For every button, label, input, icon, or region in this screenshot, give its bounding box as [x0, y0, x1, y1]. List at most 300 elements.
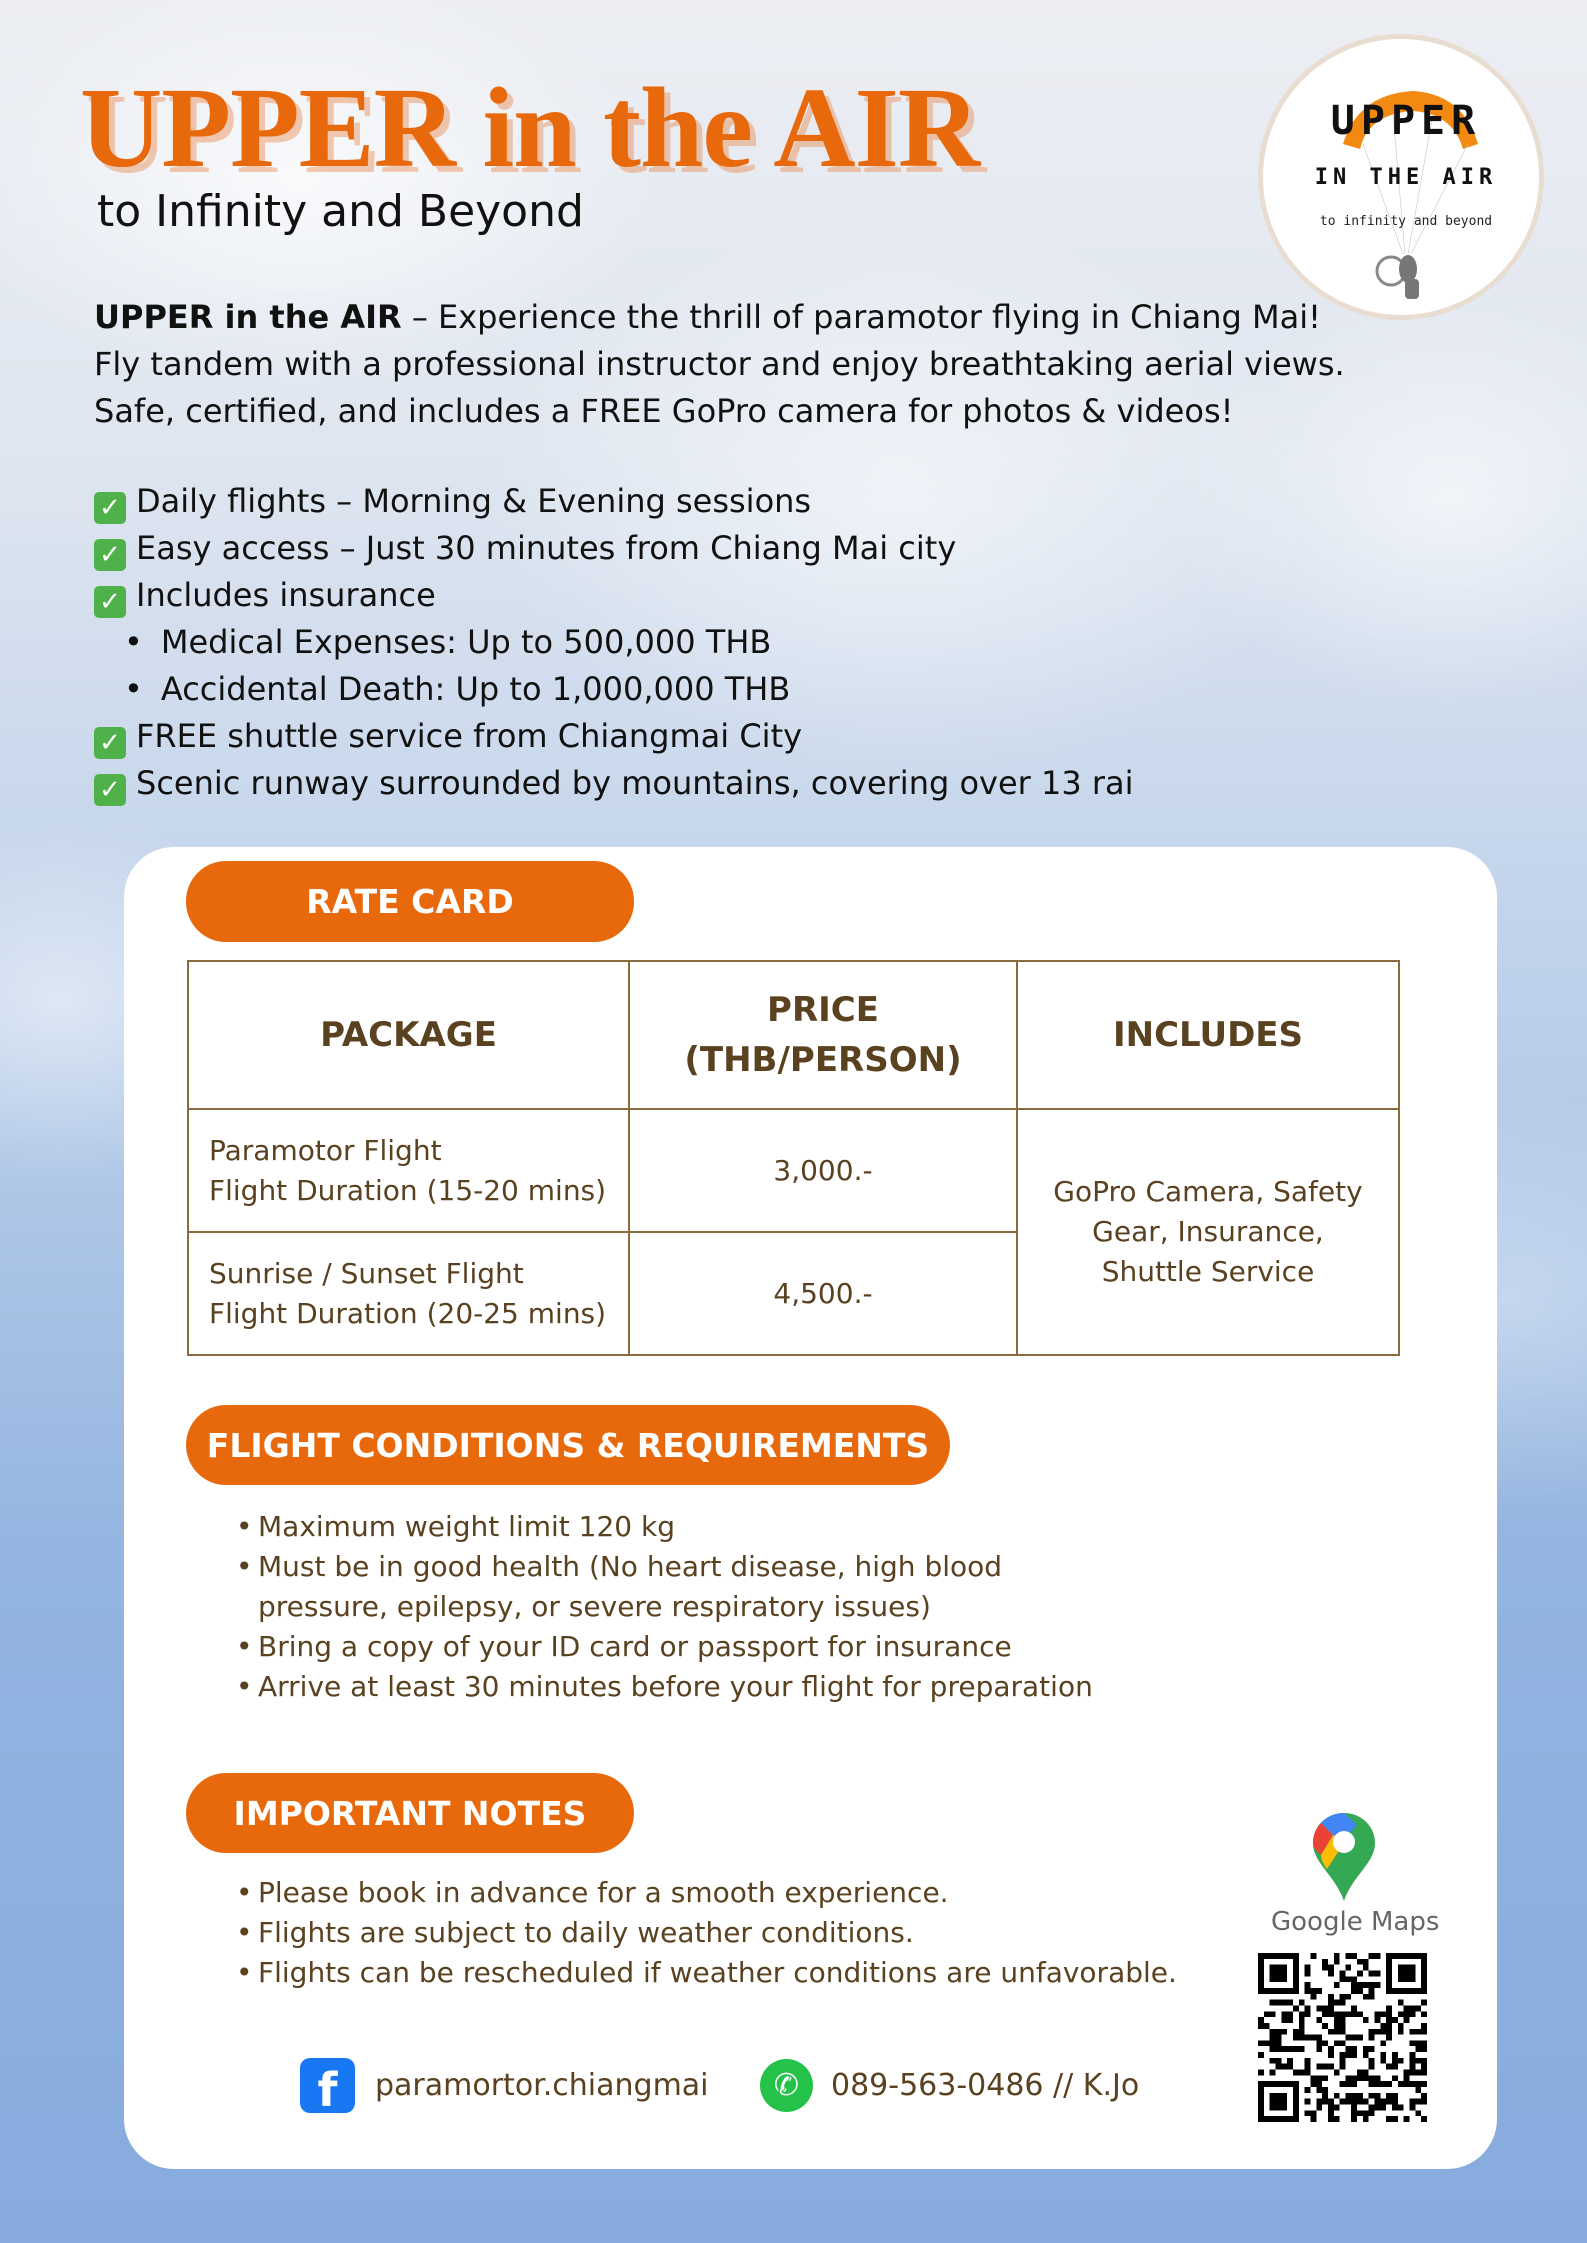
qr-module: [1369, 1994, 1375, 2000]
qr-module: [1258, 2040, 1264, 2046]
phone-contact[interactable]: ✆ 089-563-0486 // K.Jo: [760, 2059, 1139, 2112]
qr-module: [1410, 1988, 1416, 1994]
qr-module: [1305, 2005, 1311, 2011]
qr-module: [1386, 2029, 1392, 2035]
qr-module: [1328, 2000, 1334, 2006]
check-icon: ✓: [94, 586, 126, 618]
qr-module: [1345, 2081, 1351, 2087]
qr-module: [1316, 2105, 1322, 2111]
qr-module: [1410, 1970, 1416, 1976]
qr-module: [1328, 2052, 1334, 2058]
qr-module: [1258, 2093, 1264, 2099]
qr-module: [1363, 2017, 1369, 2023]
qr-module: [1369, 1982, 1375, 1988]
qr-module: [1287, 2011, 1293, 2017]
qr-module: [1369, 2064, 1375, 2070]
qr-module: [1421, 1976, 1427, 1982]
qr-module: [1351, 2052, 1357, 2058]
qr-module: [1369, 1988, 1375, 1994]
qr-module: [1421, 2011, 1427, 2017]
qr-module: [1287, 2064, 1293, 2070]
qr-module: [1357, 2011, 1363, 2017]
list-item: • Flights are subject to daily weather conditions.: [236, 1913, 1177, 1953]
list-item: • Flights can be rescheduled if weather conditions are unfavorable.: [236, 1953, 1177, 1993]
qr-module: [1334, 2070, 1340, 2076]
qr-module: [1258, 1959, 1264, 1965]
notes-list: [236, 1873, 1177, 1993]
qr-module: [1270, 1965, 1276, 1971]
qr-module: [1351, 1988, 1357, 1994]
qr-module: [1316, 2081, 1322, 2087]
qr-module: [1392, 1953, 1398, 1959]
qr-module: [1410, 2105, 1416, 2111]
qr-module: [1421, 1959, 1427, 1965]
qr-module: [1270, 2099, 1276, 2105]
qr-module: [1345, 1976, 1351, 1982]
qr-module: [1363, 2099, 1369, 2105]
qr-module: [1281, 2099, 1287, 2105]
intro-text: UPPER in the AIR – Experience the thrill of paramotor flying in Chiang Mai! Fly tandem with a professional instructor and enjoy breathtaking aerial views. Safe, certified, and includes a FREE GoPro camera for photos & videos!: [94, 298, 1345, 430]
qr-module: [1328, 2005, 1334, 2011]
qr-module: [1293, 2087, 1299, 2093]
qr-module: [1281, 1988, 1287, 1994]
qr-module: [1415, 2087, 1421, 2093]
qr-module: [1357, 2035, 1363, 2041]
qr-module: [1415, 1953, 1421, 1959]
qr-module: [1270, 2081, 1276, 2087]
qr-module: [1310, 1988, 1316, 1994]
qr-module: [1334, 1982, 1340, 1988]
qr-module: [1386, 2064, 1392, 2070]
qr-module: [1421, 2093, 1427, 2099]
qr-module: [1386, 2099, 1392, 2105]
qr-module: [1351, 2005, 1357, 2011]
qr-module: [1410, 2011, 1416, 2017]
qr-module: [1363, 2046, 1369, 2052]
qr-module: [1310, 1994, 1316, 2000]
qr-module: [1299, 2000, 1305, 2006]
qr-module: [1328, 2029, 1334, 2035]
qr-module: [1375, 1970, 1381, 1976]
qr-module: [1275, 2093, 1281, 2099]
qr-module: [1351, 2116, 1357, 2122]
qr-module: [1369, 2110, 1375, 2116]
svg-text:to infinity and beyond: to infinity and beyond: [1319, 214, 1493, 229]
qr-module: [1316, 2046, 1322, 2052]
qr-module: [1398, 2058, 1404, 2064]
qr-module: [1270, 1976, 1276, 1982]
qr-module: [1316, 2075, 1322, 2081]
qr-module: [1421, 2000, 1427, 2006]
qr-module: [1305, 2064, 1311, 2070]
qr-module: [1322, 2099, 1328, 2105]
qr-module: [1258, 2110, 1264, 2116]
qr-module: [1275, 2035, 1281, 2041]
qr-module: [1270, 2000, 1276, 2006]
qr-module: [1363, 2116, 1369, 2122]
qr-module: [1375, 1953, 1381, 1959]
qr-module: [1270, 1953, 1276, 1959]
qr-module: [1340, 2081, 1346, 2087]
qr-module: [1281, 1953, 1287, 1959]
list-item: • Must be in good health (No heart disease, high blood pressure, epilepsy, or severe respiratory issues): [236, 1547, 1096, 1627]
qr-module: [1310, 1953, 1316, 1959]
qr-module: [1281, 2011, 1287, 2017]
qr-module: [1357, 2099, 1363, 2105]
qr-module: [1293, 2110, 1299, 2116]
qr-module: [1322, 2093, 1328, 2099]
qr-module: [1345, 2011, 1351, 2017]
qr-module: [1363, 1994, 1369, 2000]
qr-module: [1305, 2070, 1311, 2076]
qr-module: [1386, 2093, 1392, 2099]
feature-item: ✓ Includes insurance: [94, 572, 1134, 619]
qr-module: [1351, 2035, 1357, 2041]
qr-module: [1386, 2081, 1392, 2087]
conditions-list: [236, 1507, 1136, 1707]
qr-module: [1345, 1994, 1351, 2000]
qr-module: [1258, 2052, 1264, 2058]
qr-module: [1270, 2029, 1276, 2035]
qr-module: [1421, 1965, 1427, 1971]
qr-module: [1334, 2023, 1340, 2029]
page-subtitle: to Infinity and Beyond: [97, 186, 584, 237]
qr-module: [1281, 2093, 1287, 2099]
qr-module: [1275, 1988, 1281, 1994]
qr-module: [1345, 2075, 1351, 2081]
qr-module: [1287, 1953, 1293, 1959]
qr-module: [1305, 2058, 1311, 2064]
qr-module: [1299, 2035, 1305, 2041]
qr-module: [1264, 2116, 1270, 2122]
qr-module: [1322, 2011, 1328, 2017]
qr-module: [1421, 2070, 1427, 2076]
qr-module: [1287, 2017, 1293, 2023]
qr-module: [1398, 1988, 1404, 1994]
qr-module: [1404, 2011, 1410, 2017]
qr-module: [1421, 2081, 1427, 2087]
qr-module: [1293, 1988, 1299, 1994]
qr-module: [1386, 1959, 1392, 1965]
qr-module: [1305, 2110, 1311, 2116]
qr-module: [1258, 2087, 1264, 2093]
qr-module: [1398, 2000, 1404, 2006]
qr-module: [1334, 2116, 1340, 2122]
qr-module: [1386, 2023, 1392, 2029]
qr-module: [1421, 2099, 1427, 2105]
qr-module: [1357, 1959, 1363, 1965]
qr-module: [1270, 2116, 1276, 2122]
qr-module: [1316, 2087, 1322, 2093]
feature-item: ✓ FREE shuttle service from Chiangmai City: [94, 713, 1134, 760]
qr-module: [1258, 2105, 1264, 2111]
qr-module: [1264, 2023, 1270, 2029]
qr-module: [1275, 2081, 1281, 2087]
qr-module: [1363, 2070, 1369, 2076]
conditions-label: FLIGHT CONDITIONS & REQUIREMENTS: [186, 1405, 950, 1485]
qr-module: [1421, 1970, 1427, 1976]
qr-module: [1275, 2029, 1281, 2035]
qr-module: [1270, 2040, 1276, 2046]
qr-module: [1351, 1982, 1357, 1988]
qr-module: [1305, 2087, 1311, 2093]
qr-module: [1322, 2005, 1328, 2011]
qr-module: [1340, 1994, 1346, 2000]
qr-module: [1281, 2105, 1287, 2111]
qr-module: [1392, 2093, 1398, 2099]
qr-module: [1357, 2110, 1363, 2116]
qr-module: [1345, 1965, 1351, 1971]
qr-module: [1375, 2017, 1381, 2023]
qr-module: [1375, 2075, 1381, 2081]
svg-text:IN THE AIR: IN THE AIR: [1314, 165, 1498, 190]
qr-module: [1275, 2099, 1281, 2105]
qr-module: [1380, 2099, 1386, 2105]
qr-module: [1299, 2023, 1305, 2029]
table-row: Paramotor Flight Flight Duration (15-20 mins) 3,000.- GoPro Camera, Safety Gear, Insurance, Shuttle Service: [188, 1109, 1399, 1232]
qr-module: [1316, 2005, 1322, 2011]
rate-table: [187, 960, 1400, 1356]
qr-module: [1392, 1988, 1398, 1994]
qr-module: [1421, 2040, 1427, 2046]
qr-module: [1293, 2093, 1299, 2099]
qr-module: [1380, 2081, 1386, 2087]
qr-module: [1415, 2029, 1421, 2035]
qr-module: [1293, 2029, 1299, 2035]
qr-module: [1410, 2052, 1416, 2058]
qr-module: [1410, 2099, 1416, 2105]
qr-module: [1258, 2081, 1264, 2087]
qr-module: [1334, 2040, 1340, 2046]
qr-module: [1258, 2023, 1264, 2029]
header-price: PRICE (THB/PERSON): [629, 961, 1017, 1109]
qr-module: [1305, 2099, 1311, 2105]
qr-module: [1270, 1988, 1276, 1994]
qr-module: [1421, 1953, 1427, 1959]
qr-module: [1357, 2093, 1363, 2099]
qr-module: [1340, 2017, 1346, 2023]
qr-module: [1258, 2070, 1264, 2076]
qr-module: [1421, 2058, 1427, 2064]
qr-module: [1310, 2110, 1316, 2116]
notes-label: IMPORTANT NOTES: [186, 1773, 634, 1853]
qr-module: [1380, 2011, 1386, 2017]
qr-module: [1380, 2029, 1386, 2035]
qr-module: [1305, 1970, 1311, 1976]
qr-module: [1293, 1970, 1299, 1976]
qr-module: [1264, 1953, 1270, 1959]
qr-module: [1410, 2040, 1416, 2046]
qr-module: [1392, 2017, 1398, 2023]
facebook-icon: f: [300, 2058, 355, 2113]
qr-module: [1270, 2046, 1276, 2052]
qr-module: [1328, 2011, 1334, 2017]
qr-module: [1415, 2099, 1421, 2105]
qr-module: [1369, 2035, 1375, 2041]
qr-module: [1264, 2081, 1270, 2087]
qr-module: [1264, 1988, 1270, 1994]
qr-module: [1415, 2040, 1421, 2046]
qr-module: [1398, 2011, 1404, 2017]
qr-module: [1270, 2011, 1276, 2017]
qr-module: [1404, 1965, 1410, 1971]
feature-item: ✓ Scenic runway surrounded by mountains, covering over 13 rai: [94, 760, 1134, 807]
qr-module: [1375, 2099, 1381, 2105]
check-icon: ✓: [94, 492, 126, 524]
qr-module: [1293, 1965, 1299, 1971]
qr-module: [1340, 1970, 1346, 1976]
qr-module: [1281, 1970, 1287, 1976]
qr-module: [1275, 2105, 1281, 2111]
qr-module: [1293, 1953, 1299, 1959]
qr-module: [1357, 1982, 1363, 1988]
qr-module: [1270, 2058, 1276, 2064]
qr-module: [1380, 2105, 1386, 2111]
qr-module: [1357, 2075, 1363, 2081]
qr-module: [1328, 1970, 1334, 1976]
qr-module: [1299, 2029, 1305, 2035]
qr-module: [1363, 2110, 1369, 2116]
qr-module: [1421, 2064, 1427, 2070]
qr-module: [1293, 2070, 1299, 2076]
qr-module: [1410, 2081, 1416, 2087]
qr-module: [1316, 2040, 1322, 2046]
qr-module: [1386, 2116, 1392, 2122]
qr-module: [1275, 1970, 1281, 1976]
qr-module: [1345, 2093, 1351, 2099]
qr-module: [1322, 1959, 1328, 1965]
includes-cell: GoPro Camera, Safety Gear, Insurance, Shuttle Service: [1017, 1109, 1399, 1355]
qr-module: [1351, 2093, 1357, 2099]
qr-module: [1293, 1976, 1299, 1982]
qr-module: [1421, 2046, 1427, 2052]
qr-module: [1328, 2046, 1334, 2052]
qr-module: [1345, 2046, 1351, 2052]
qr-module: [1351, 2105, 1357, 2111]
qr-module: [1386, 1982, 1392, 1988]
qr-module: [1357, 2070, 1363, 2076]
qr-module: [1404, 1976, 1410, 1982]
qr-module: [1334, 2093, 1340, 2099]
page-title: UPPER in the AIR: [80, 64, 980, 191]
qr-module: [1386, 2005, 1392, 2011]
qr-module: [1410, 2058, 1416, 2064]
qr-module: [1305, 1982, 1311, 1988]
qr-module: [1322, 2087, 1328, 2093]
qr-module: [1415, 2070, 1421, 2076]
qr-module: [1293, 2046, 1299, 2052]
qr-module: [1421, 2029, 1427, 2035]
qr-module: [1398, 1976, 1404, 1982]
qr-module: [1340, 2011, 1346, 2017]
qr-module: [1287, 1988, 1293, 1994]
qr-module: [1398, 1953, 1404, 1959]
qr-module: [1258, 1982, 1264, 1988]
qr-module: [1351, 2081, 1357, 2087]
qr-module: [1281, 1965, 1287, 1971]
qr-module: [1415, 2005, 1421, 2011]
qr-module: [1340, 2029, 1346, 2035]
qr-module: [1363, 2075, 1369, 2081]
qr-module: [1258, 2099, 1264, 2105]
qr-module: [1369, 1953, 1375, 1959]
qr-module: [1258, 1976, 1264, 1982]
qr-module: [1369, 2075, 1375, 2081]
qr-code[interactable]: [1258, 1953, 1427, 2122]
qr-module: [1328, 2105, 1334, 2111]
qr-module: [1369, 2046, 1375, 2052]
qr-module: [1380, 2058, 1386, 2064]
qr-module: [1410, 1976, 1416, 1982]
qr-module: [1375, 2011, 1381, 2017]
qr-module: [1398, 2029, 1404, 2035]
header-package: PACKAGE: [188, 961, 629, 1109]
qr-module: [1404, 1970, 1410, 1976]
qr-module: [1392, 2052, 1398, 2058]
qr-module: [1316, 2099, 1322, 2105]
qr-module: [1270, 1970, 1276, 1976]
qr-module: [1287, 2000, 1293, 2006]
qr-module: [1328, 2110, 1334, 2116]
qr-module: [1316, 1988, 1322, 1994]
qr-module: [1404, 2070, 1410, 2076]
qr-module: [1386, 2017, 1392, 2023]
qr-module: [1287, 2046, 1293, 2052]
phone-icon: ✆: [760, 2059, 813, 2112]
qr-module: [1334, 2011, 1340, 2017]
qr-module: [1322, 1965, 1328, 1971]
qr-module: [1328, 2064, 1334, 2070]
qr-module: [1369, 2105, 1375, 2111]
qr-module: [1421, 2023, 1427, 2029]
qr-module: [1392, 2058, 1398, 2064]
qr-module: [1281, 1976, 1287, 1982]
qr-module: [1351, 1976, 1357, 1982]
list-item: • Maximum weight limit 120 kg: [236, 1507, 1136, 1547]
qr-module: [1275, 2064, 1281, 2070]
qr-module: [1369, 1970, 1375, 1976]
qr-module: [1392, 2105, 1398, 2111]
qr-module: [1281, 2081, 1287, 2087]
qr-module: [1328, 1994, 1334, 2000]
qr-module: [1281, 2000, 1287, 2006]
qr-module: [1369, 2058, 1375, 2064]
qr-module: [1386, 2035, 1392, 2041]
qr-module: [1340, 2052, 1346, 2058]
feature-item: ✓ Daily flights – Morning & Evening sessions: [94, 478, 1134, 525]
qr-module: [1275, 2058, 1281, 2064]
qr-module: [1363, 1965, 1369, 1971]
qr-module: [1410, 2029, 1416, 2035]
qr-module: [1363, 2052, 1369, 2058]
qr-module: [1357, 1988, 1363, 1994]
qr-module: [1386, 1965, 1392, 1971]
qr-module: [1386, 1988, 1392, 1994]
qr-module: [1345, 2052, 1351, 2058]
qr-module: [1275, 1976, 1281, 1982]
qr-module: [1328, 1965, 1334, 1971]
qr-module: [1299, 2017, 1305, 2023]
qr-module: [1404, 2116, 1410, 2122]
qr-module: [1264, 2011, 1270, 2017]
qr-module: [1404, 2081, 1410, 2087]
qr-module: [1351, 2011, 1357, 2017]
qr-module: [1310, 2075, 1316, 2081]
qr-module: [1351, 1953, 1357, 1959]
qr-module: [1310, 2035, 1316, 2041]
qr-module: [1316, 2035, 1322, 2041]
facebook-link[interactable]: f paramortor.chiangmai: [300, 2058, 709, 2113]
